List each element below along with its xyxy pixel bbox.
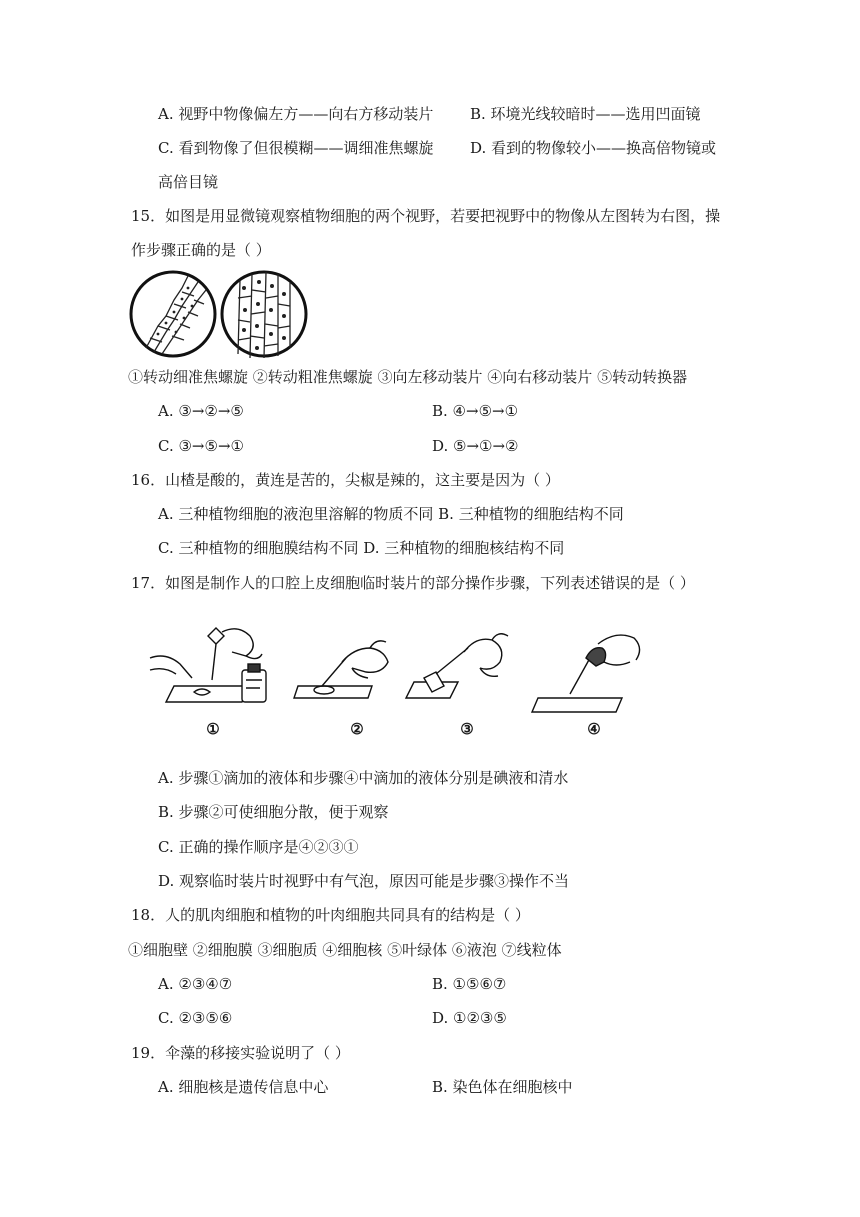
q14-option-d: D. 看到的物像较小——换高倍物镜或 <box>470 139 717 157</box>
q18-option-d: D. ①②③⑤ <box>432 1009 507 1027</box>
q19-option-a: A. 细胞核是遗传信息中心 <box>158 1078 329 1096</box>
step-1-illustration <box>150 628 266 702</box>
q17-option-c: C. 正确的操作顺序是④②③① <box>158 838 359 856</box>
step-2-label: ② <box>350 720 364 738</box>
q19-option-b: B. 染色体在细胞核中 <box>432 1078 573 1096</box>
step-2-illustration <box>294 641 388 698</box>
q19-stem: 19．伞藻的移接实验说明了（ ） <box>131 1044 350 1062</box>
q18-option-a: A. ②③④⑦ <box>158 975 233 993</box>
q15-option-b: B. ④→⑤→① <box>432 402 519 420</box>
q15-option-a: A. ③→②→⑤ <box>158 402 244 420</box>
q17-stem: 17．如图是制作人的口腔上皮细胞临时装片的部分操作步骤，下列表述错误的是（ ） <box>131 574 695 592</box>
step-3-label: ③ <box>460 720 474 738</box>
q16-options-cd: C. 三种植物的细胞膜结构不同 D. 三种植物的细胞核结构不同 <box>158 539 565 557</box>
q16-stem: 16．山楂是酸的，黄连是苦的，尖椒是辣的，这主要是因为（ ） <box>131 471 560 489</box>
q17-option-b: B. 步骤②可使细胞分散，便于观察 <box>158 803 389 821</box>
q18-stem: 18．人的肌肉细胞和植物的叶肉细胞共同具有的结构是（ ） <box>131 906 530 924</box>
q14-option-a: A. 视野中物像偏左方——向右方移动装片 <box>158 105 434 123</box>
q18-structure-list: ①细胞壁 ②细胞膜 ③细胞质 ④细胞核 ⑤叶绿体 ⑥液泡 ⑦线粒体 <box>128 941 562 959</box>
q15-option-c: C. ③→⑤→① <box>158 437 244 455</box>
q17-option-a: A. 步骤①滴加的液体和步骤④中滴加的液体分别是碘液和清水 <box>158 769 569 787</box>
q14-option-c: C. 看到物像了但很模糊——调细准焦螺旋 <box>158 139 434 157</box>
q16-options-ab: A. 三种植物细胞的液泡里溶解的物质不同 B. 三种植物的细胞结构不同 <box>158 505 624 523</box>
q18-option-c: C. ②③⑤⑥ <box>158 1009 233 1027</box>
step-1-label: ① <box>206 720 220 738</box>
left-field-of-view <box>131 272 215 356</box>
right-field-of-view <box>222 272 306 358</box>
q14-option-d-continued: 高倍目镜 <box>158 173 219 191</box>
q17-option-d: D. 观察临时装片时视野中有气泡，原因可能是步骤③操作不当 <box>158 872 570 890</box>
step-3-illustration <box>406 634 508 698</box>
q15-option-d: D. ⑤→①→② <box>432 437 519 455</box>
q14-option-b: B. 环境光线较暗时——选用凹面镜 <box>470 105 701 123</box>
step-4-illustration <box>532 635 640 712</box>
q15-stem-line1: 15．如图是用显微镜观察植物细胞的两个视野，若要把视野中的物像从左图转为右图，操 <box>131 207 721 225</box>
q15-step-list: ①转动细准焦螺旋 ②转动粗准焦螺旋 ③向左移动装片 ④向右移动装片 ⑤转动转换器 <box>128 368 688 386</box>
microscope-fields-figure <box>128 268 310 360</box>
step-4-label: ④ <box>587 720 601 738</box>
q15-stem-line2: 作步骤正确的是（ ） <box>131 241 271 259</box>
slide-preparation-steps-figure <box>146 618 646 718</box>
q18-option-b: B. ①⑤⑥⑦ <box>432 975 507 993</box>
